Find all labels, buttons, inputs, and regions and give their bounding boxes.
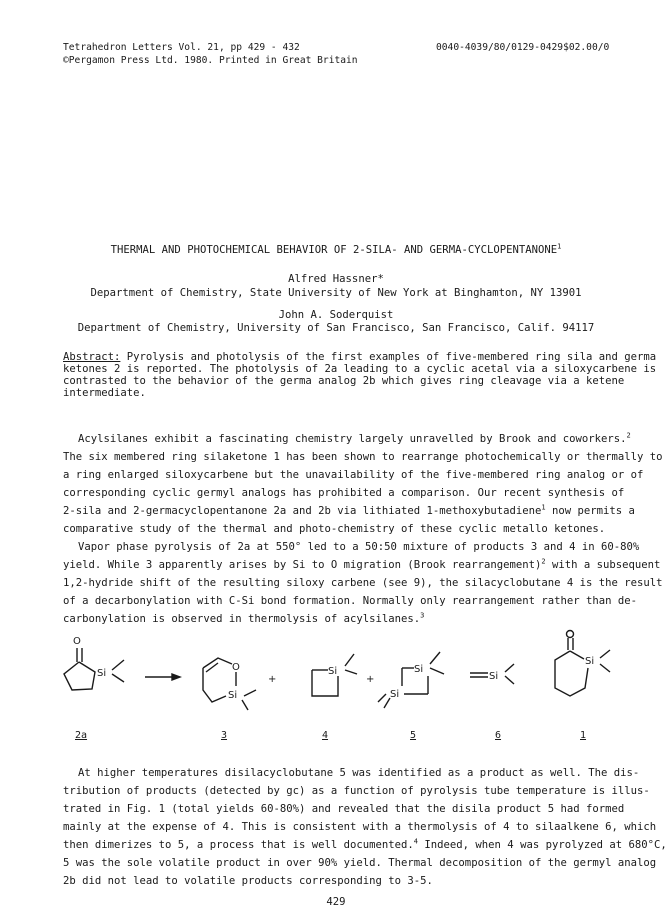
compound-label: 5 bbox=[410, 730, 417, 741]
structure-4 bbox=[312, 654, 357, 696]
author-affiliation: Department of Chemistry, State University of New York at Binghamton, NY 13901 bbox=[90, 287, 582, 299]
structure-6 bbox=[470, 664, 514, 684]
author-name: Alfred Hassner* bbox=[288, 273, 384, 285]
body-line: of a decarbonylation with C-Si bond formation. Normally only rearrangement rather than de- bbox=[63, 595, 638, 607]
title-footnote: 1 bbox=[557, 242, 562, 251]
compound-label: 2a bbox=[75, 730, 88, 741]
body-line: Vapor phase pyrolysis of 2a at 550° led to a 50:50 mixture of products 3 and 4 in 60-80% bbox=[78, 541, 640, 553]
oxygen-atom: O bbox=[232, 662, 240, 673]
abstract-line: ketones 2 is reported. The photolysis of 2a leading to a cyclic acetal via a siloxycarbene is bbox=[63, 363, 657, 375]
body-line: mainly at the expense of 4. This is consistent with a thermolysis of 4 to silaalkene 6, which bbox=[63, 821, 657, 833]
abstract-line: contrasted to the behavior of the germa analog 2b which gives ring cleavage via a ketene bbox=[63, 375, 625, 387]
silicon-atom: Si bbox=[585, 656, 595, 667]
body-line: The six membered ring silaketone 1 has been shown to rearrange photochemically or thermally to bbox=[63, 451, 663, 463]
title-text: THERMAL AND PHOTOCHEMICAL BEHAVIOR OF 2-SILA- AND GERMA-CYCLOPENTANONE bbox=[110, 244, 558, 256]
silicon-atom: Si bbox=[489, 671, 499, 682]
compound-label: 1 bbox=[580, 730, 587, 741]
plus-sign: + bbox=[366, 674, 375, 685]
silicon-atom: Si bbox=[390, 689, 400, 700]
compound-label: 3 bbox=[221, 730, 228, 741]
structure-5 bbox=[378, 652, 444, 708]
body-line: trated in Fig. 1 (total yields 60-80%) and revealed that the disila product 5 had formed bbox=[63, 803, 625, 815]
abstract-line: intermediate. bbox=[63, 387, 146, 399]
journal-citation: Tetrahedron Letters Vol. 21, pp 429 - 432 bbox=[63, 42, 300, 53]
body-line: corresponding cyclic germyl analogs has prohibited a comparison. Our recent synthesis of bbox=[63, 487, 625, 499]
body-line: carbonylation is observed in thermolysis of acylsilanes.$^3$ bbox=[63, 611, 425, 625]
abstract-line: Abstract: Pyrolysis and photolysis of the first examples of five-membered ring sila and germa bbox=[63, 351, 657, 363]
silicon-atom: Si bbox=[228, 690, 238, 701]
body-line: tribution of products (detected by gc) as a function of pyrolysis tube temperature is illus- bbox=[63, 785, 650, 797]
structure-2a bbox=[64, 636, 124, 690]
paper-title bbox=[0, 244, 672, 256]
silicon-atom: Si bbox=[328, 666, 338, 677]
page-number: 429 bbox=[326, 896, 346, 908]
body-line: 1,2-hydride shift of the resulting siloxy carbene (see 9), the silacyclobutane 4 is the result bbox=[63, 577, 663, 589]
plus-sign: + bbox=[268, 674, 277, 685]
compound-label: 4 bbox=[322, 730, 329, 741]
body-line: comparative study of the thermal and photo-chemistry of these cyclic metallo ketones. bbox=[63, 523, 606, 535]
body-line: Acylsilanes exhibit a fascinating chemistry largely unravelled by Brook and coworkers.$^2$ bbox=[78, 431, 631, 445]
structure-1 bbox=[555, 631, 610, 697]
publisher-line: ©Pergamon Press Ltd. 1980. Printed in Great Britain bbox=[63, 55, 358, 66]
article-code: 0040-4039/80/0129-0429$02.00/0 bbox=[436, 42, 610, 53]
body-line: 5 was the sole volatile product in over 90% yield. Thermal decomposition of the germyl analog bbox=[63, 857, 657, 869]
silicon-atom: Si bbox=[97, 668, 107, 679]
oxygen-atom: O bbox=[73, 636, 81, 647]
body-line: a ring enlarged siloxycarbene but the unavailability of the five-membered ring analog or of bbox=[63, 469, 644, 481]
reaction-scheme bbox=[0, 630, 672, 730]
compound-label: 6 bbox=[495, 730, 502, 741]
abstract-label: Abstract: bbox=[63, 351, 121, 363]
body-line: yield. While 3 apparently arises by Si to O migration (Brook rearrangement)$^2$ with a subsequent bbox=[63, 557, 661, 571]
body-line: At higher temperatures disilacyclobutane 5 was identified as a product as well. The dis- bbox=[78, 767, 640, 779]
silicon-atom: Si bbox=[414, 664, 424, 675]
reaction-arrow bbox=[145, 674, 180, 680]
body-line: 2b did not lead to volatile products corresponding to 3-5. bbox=[63, 875, 433, 887]
body-line: 2-sila and 2-germacyclopentanone 2a and 2b via lithiated 1-methoxybutadiene$^1$ now permits a bbox=[63, 503, 635, 517]
body-line: then dimerizes to 5, a process that is well documented.$^4$ Indeed, when 4 was pyrolyzed at 680°C, bbox=[63, 837, 667, 851]
author-affiliation: Department of Chemistry, University of San Francisco, San Francisco, Calif. 94117 bbox=[77, 322, 595, 334]
structure-3 bbox=[203, 658, 256, 710]
author-name: John A. Soderquist bbox=[278, 309, 394, 321]
